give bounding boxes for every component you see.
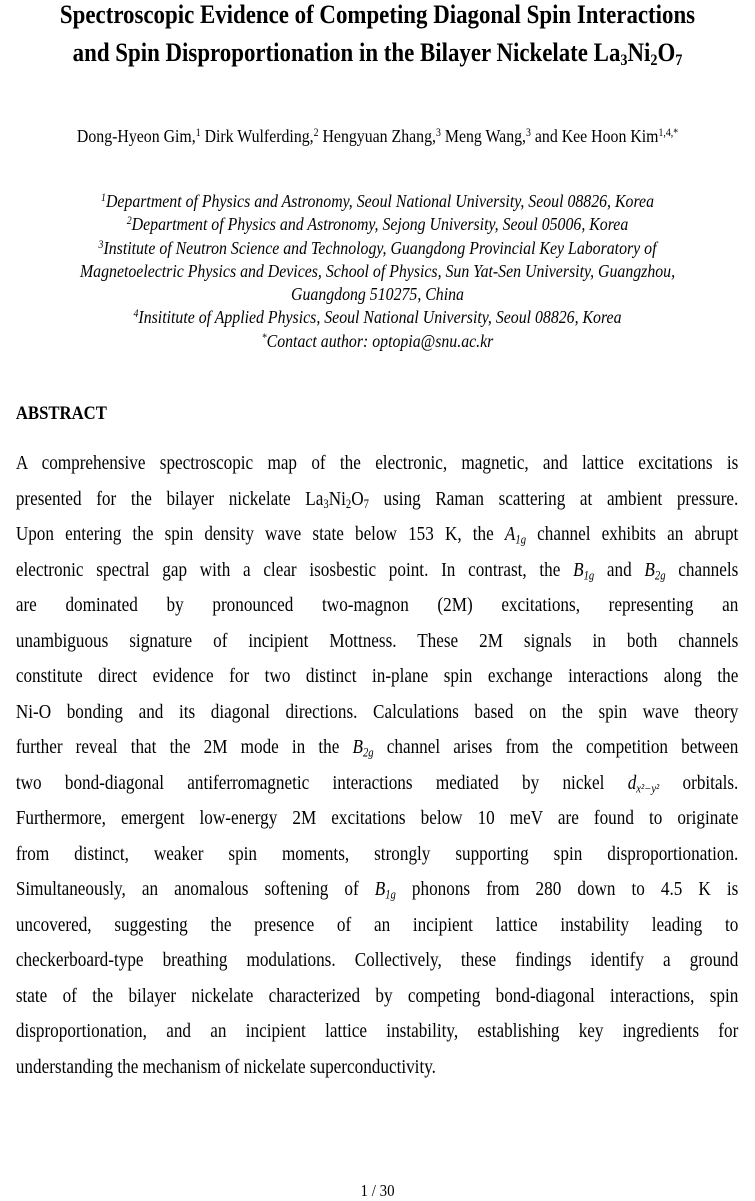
text-run: phonons from 280 down to 4.5 K is xyxy=(395,879,739,900)
text-run: A comprehensive spectroscopic map of the electronic, magnetic, and lattice excitations is xyxy=(15,453,739,474)
subscript: 2 xyxy=(345,496,352,511)
superscript: 4 xyxy=(133,308,139,321)
abstract-line xyxy=(16,730,738,766)
subscript: 3 xyxy=(323,496,329,511)
superscript: 1 xyxy=(101,191,106,204)
paper-title xyxy=(0,0,755,72)
text-run: orbitals. xyxy=(659,772,739,794)
title-line xyxy=(0,0,755,34)
superscript: 2 xyxy=(313,126,319,139)
superscript: 1 xyxy=(195,126,201,139)
abstract-line xyxy=(16,979,738,1015)
abstract-line xyxy=(16,588,738,624)
superscript: 3 xyxy=(98,238,104,251)
italic-symbol: d xyxy=(627,772,637,794)
affiliation-2 xyxy=(0,213,755,236)
abstract-line xyxy=(16,659,738,695)
abstract-line xyxy=(16,446,738,482)
author-list xyxy=(0,126,755,147)
abstract-body xyxy=(16,446,738,1085)
affiliation-3-cont xyxy=(0,283,755,306)
text-run: O xyxy=(351,488,364,510)
text-run: constitute direct evidence for two distinct in-plane spin exchange interactions along the xyxy=(15,666,739,687)
italic-subscript: x²−y² xyxy=(636,781,660,796)
text-run: electronic spectral gap with a clear isosbestic point. In contrast, the xyxy=(15,559,574,581)
text-run: Furthermore, emergent low-energy 2M excitations below 10 meV are found to originate xyxy=(15,808,739,829)
text-run: presented for the bilayer nickelate La xyxy=(15,488,324,510)
italic-subscript: 1g xyxy=(385,887,396,902)
text-run: understanding the mechanism of nickelate superconductivity. xyxy=(15,1056,436,1078)
text-run: Ni-O bonding and its diagonal directions. Calculations based on the spin wave theory xyxy=(15,701,739,723)
text-run: Upon entering the spin density wave state below 153 K, the xyxy=(15,524,505,545)
italic-subscript: 1g xyxy=(583,568,595,583)
affiliation-3-cont xyxy=(0,260,755,283)
title-line xyxy=(0,34,755,72)
abstract-line xyxy=(16,695,738,731)
text-run: uncovered, suggesting the presence of an incipient lattice instability leading to xyxy=(15,914,739,936)
abstract-line xyxy=(16,553,738,589)
text-run: state of the bilayer nickelate characterized by competing bond-diagonal interactions, spin xyxy=(15,985,739,1007)
abstract-line xyxy=(16,766,738,802)
affiliations xyxy=(0,190,755,353)
text-run: Institute of Neutron Science and Technology, Guangdong Provincial Key Laboratory of xyxy=(103,237,657,258)
text-run: Contact author: optopia@snu.ac.kr xyxy=(266,330,494,351)
abstract-line xyxy=(16,943,738,979)
superscript: 1,4,* xyxy=(658,126,679,139)
text-run: channel arises from the competition between xyxy=(373,737,739,758)
text-run: and Kee Hoon Kim xyxy=(530,126,659,146)
text-run: channel exhibits an abrupt xyxy=(526,524,739,545)
abstract-line xyxy=(16,1050,738,1086)
text-run: Dirk Wulferding, xyxy=(200,126,314,146)
italic-subscript: 1g xyxy=(515,532,527,547)
text-run: unambiguous signature of incipient Mottness. These 2M signals in both channels xyxy=(15,630,739,652)
abstract-heading: ABSTRACT xyxy=(15,403,107,424)
text-run: Guangdong 510275, China xyxy=(291,284,464,305)
abstract-line xyxy=(16,837,738,873)
text-run: Dong-Hyeon Gim, xyxy=(76,126,196,146)
italic-subscript: 2g xyxy=(362,745,374,760)
text-run: Department of Physics and Astronomy, Sejong University, Seoul 05006, Korea xyxy=(131,214,629,235)
italic-symbol: B xyxy=(374,879,386,900)
superscript: 3 xyxy=(526,126,531,139)
italic-symbol: A xyxy=(504,524,516,545)
abstract-line xyxy=(16,908,738,944)
italic-symbol: B xyxy=(352,737,363,758)
subscript: 7 xyxy=(363,496,369,511)
subscript: 3 xyxy=(620,52,628,70)
abstract-line xyxy=(16,624,738,660)
subscript: 7 xyxy=(675,52,683,70)
text-run: disproportionation, and an incipient lattice instability, establishing key ingredients for xyxy=(15,1021,739,1042)
text-run: Hengyuan Zhang, xyxy=(318,126,436,146)
italic-symbol: B xyxy=(644,559,655,581)
text-run: and xyxy=(594,559,645,581)
abstract-line xyxy=(16,517,738,553)
text-run: Meng Wang, xyxy=(440,126,527,146)
italic-subscript: 2g xyxy=(654,568,666,583)
text-run: two bond-diagonal antiferromagnetic interactions mediated by nickel xyxy=(15,772,628,794)
affiliation-4 xyxy=(0,306,755,329)
abstract-line xyxy=(16,872,738,908)
text-run: are dominated by pronounced two-magnon (2M) excitations, representing an xyxy=(15,595,739,616)
text-run: Ni xyxy=(328,488,346,510)
text-run: checkerboard-type breathing modulations. Collectively, these findings identify a ground xyxy=(15,950,739,971)
page-number: 1 / 30 xyxy=(360,1181,395,1200)
text-run: and Spin Disproportionation in the Bilayer Nickelate La xyxy=(72,38,621,67)
superscript: 3 xyxy=(435,126,441,139)
subscript: 2 xyxy=(650,52,658,70)
text-run: Department of Physics and Astronomy, Seoul National University, Seoul 08826, Korea xyxy=(105,191,655,211)
affiliation-3 xyxy=(0,237,755,260)
text-run: Insititute of Applied Physics, Seoul National University, Seoul 08826, Korea xyxy=(138,307,622,328)
text-run: O xyxy=(657,38,676,67)
contact-author xyxy=(0,330,755,353)
abstract-line xyxy=(16,801,738,837)
text-run: from distinct, weaker spin moments, strongly supporting spin disproportionation. xyxy=(15,843,739,865)
superscript: * xyxy=(261,331,267,344)
affiliation-1 xyxy=(0,190,755,213)
text-run: Magnetoelectric Physics and Devices, School of Physics, Sun Yat-Sen University, Guangzhou, xyxy=(79,260,676,281)
abstract-line xyxy=(16,482,738,518)
abstract-line xyxy=(16,1014,738,1050)
text-run: Simultaneously, an anomalous softening of xyxy=(15,879,375,900)
text-run: using Raman scattering at ambient pressure. xyxy=(368,488,739,510)
italic-symbol: B xyxy=(573,559,584,581)
superscript: 2 xyxy=(126,215,132,228)
text-run: Ni xyxy=(627,38,651,67)
text-run: channels xyxy=(665,559,739,581)
text-run: Spectroscopic Evidence of Competing Diagonal Spin Interactions xyxy=(59,0,696,29)
text-run: further reveal that the 2M mode in the xyxy=(15,737,353,758)
